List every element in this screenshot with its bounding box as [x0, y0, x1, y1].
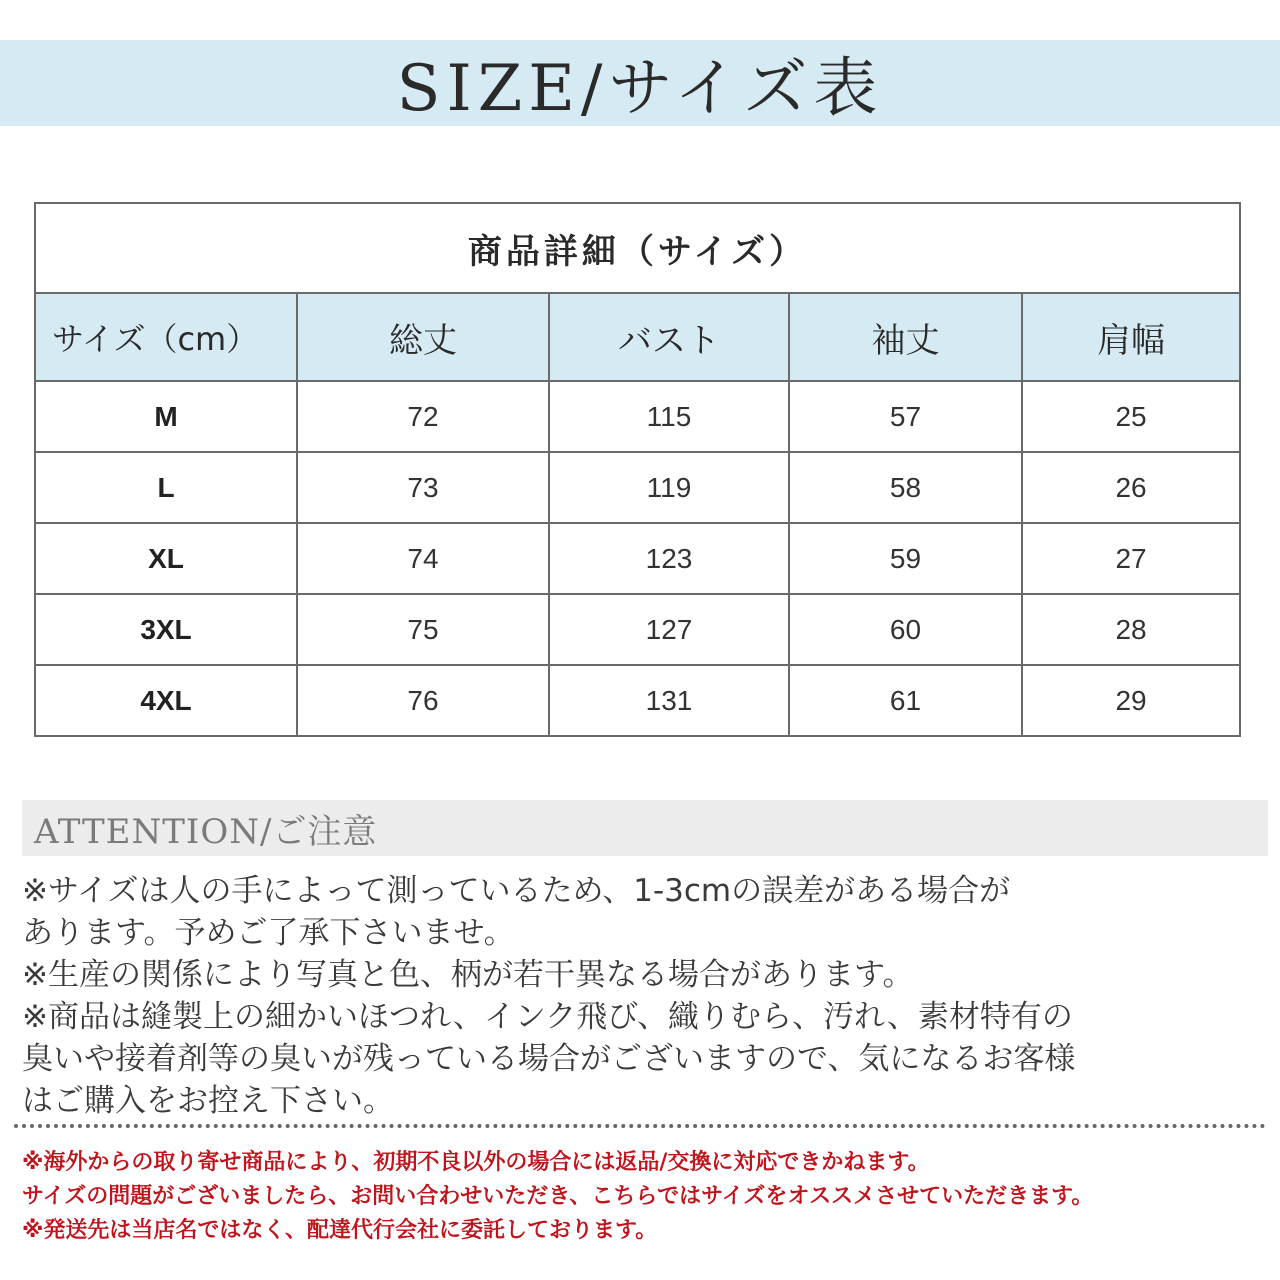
note-line: はご購入をお控え下さい。	[22, 1083, 394, 1119]
column-header-sleeve: 袖丈	[789, 293, 1022, 381]
sleeve-cell: 59	[789, 523, 1022, 594]
shoulder-cell: 28	[1022, 594, 1240, 665]
notice-line: ※発送先は当店名ではなく、配達代行会社に委託しております。	[22, 1218, 658, 1243]
length-cell: 72	[297, 381, 549, 452]
size-cell: M	[35, 381, 297, 452]
table-row	[35, 665, 1240, 736]
import-notice	[22, 1146, 1272, 1248]
note-line: ※生産の関係により写真と色、柄が若干異なる場合があります。	[22, 957, 914, 993]
size-table	[34, 202, 1241, 737]
size-cell: XL	[35, 523, 297, 594]
page-title: SIZE/サイズ表	[396, 52, 884, 126]
sleeve-cell: 57	[789, 381, 1022, 452]
shoulder-cell: 29	[1022, 665, 1240, 736]
table-row	[35, 381, 1240, 452]
attention-notes	[22, 870, 1272, 1122]
note-line: ※サイズは人の手によって測っているため、1-3cmの誤差がある場合が	[22, 873, 1011, 909]
table-row	[35, 452, 1240, 523]
attention-heading: ATTENTION/ご注意	[34, 811, 378, 852]
bust-cell: 119	[549, 452, 789, 523]
shoulder-cell: 26	[1022, 452, 1240, 523]
size-cell: 4XL	[35, 665, 297, 736]
attention-banner	[22, 800, 1268, 856]
length-cell: 74	[297, 523, 549, 594]
note-line: ※商品は縫製上の細かいほつれ、インク飛び、織りむら、汚れ、素材特有の	[22, 999, 1073, 1035]
note-line: あります。予めご了承下さいませ。	[22, 915, 515, 951]
sleeve-cell: 60	[789, 594, 1022, 665]
table-row	[35, 594, 1240, 665]
notice-line: サイズの問題がございましたら、お問い合わせいただき、こちらではサイズをオススメさせていただきます。	[22, 1184, 1094, 1209]
column-header-bust: バスト	[549, 293, 789, 381]
length-cell: 73	[297, 452, 549, 523]
column-header-length: 総丈	[297, 293, 549, 381]
size-cell: 3XL	[35, 594, 297, 665]
column-header-shoulder: 肩幅	[1022, 293, 1240, 381]
bust-cell: 123	[549, 523, 789, 594]
length-cell: 76	[297, 665, 549, 736]
size-cell: L	[35, 452, 297, 523]
table-header-row	[35, 293, 1240, 381]
sleeve-cell: 58	[789, 452, 1022, 523]
notice-line: ※海外からの取り寄せ商品により、初期不良以外の場合には返品/交換に対応できかねます。	[22, 1150, 930, 1175]
bust-cell: 115	[549, 381, 789, 452]
shoulder-cell: 27	[1022, 523, 1240, 594]
sleeve-cell: 61	[789, 665, 1022, 736]
note-line: 臭いや接着剤等の臭いが残っている場合がございますので、気になるお客様	[22, 1041, 1076, 1077]
bust-cell: 131	[549, 665, 789, 736]
dotted-divider	[14, 1124, 1266, 1128]
bust-cell: 127	[549, 594, 789, 665]
column-header-size: サイズ（cm）	[35, 293, 297, 381]
title-banner	[0, 40, 1280, 126]
length-cell: 75	[297, 594, 549, 665]
table-caption: 商品詳細（サイズ）	[35, 203, 1240, 293]
shoulder-cell: 25	[1022, 381, 1240, 452]
table-row	[35, 523, 1240, 594]
